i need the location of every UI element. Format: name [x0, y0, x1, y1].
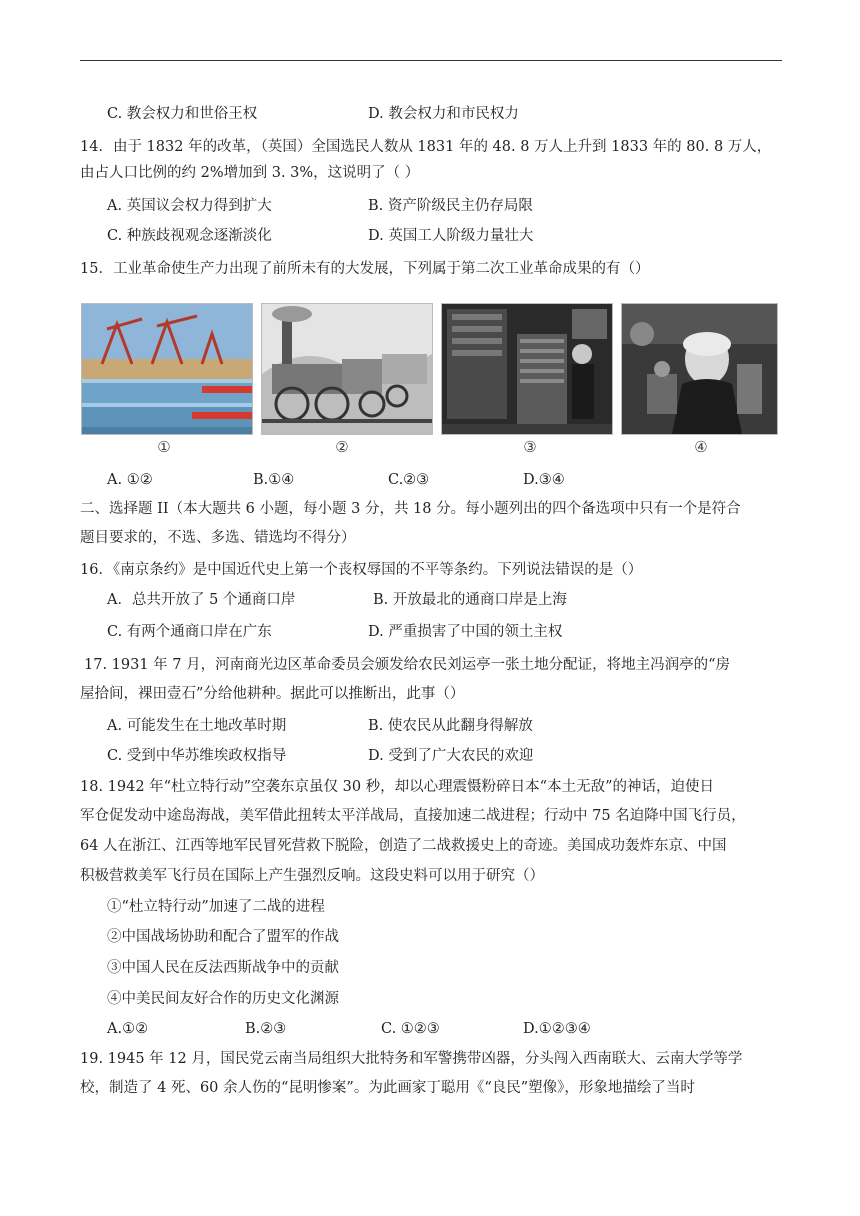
- photo-telephone: [621, 303, 778, 435]
- caption-3: ③: [523, 438, 537, 456]
- q17-stem-line2: 屋拾间，裸田壹石”分给他耕种。据此可以推断出，此事（）: [80, 686, 465, 702]
- q18-item-3: ③中国人民在反法西斯战争中的贡献: [107, 960, 339, 976]
- photo-oil-pipeline: [81, 303, 253, 435]
- q17-stem-line1: 17. 1931 年 7 月，河南商光边区革命委员会颁发给农民刘运亭一张土地分配证，将地主冯润亭的“房: [84, 657, 731, 673]
- q18-stem-line2: 军仓促发动中途岛海战，美军借此扭转太平洋战局，直接加速二战进程；行动中 75 名迫降中国飞行员，: [80, 808, 746, 824]
- q17-option-c: C. 受到中华苏维埃政权指导: [107, 748, 287, 764]
- q16-option-c: C. 有两个通商口岸在广东: [107, 624, 272, 640]
- q18-stem-line1: 18. 1942 年“杜立特行动”空袭东京虽仅 30 秒，却以心理震慑粉碎日本“本土无敌”的神话，迫使日: [80, 779, 714, 795]
- q18-option-d: D.①②③④: [523, 1021, 591, 1037]
- section2-line1: 二、选择题 II（本大题共 6 小题，每小题 3 分，共 18 分。每小题列出的四个备选项中只有一个是符合: [80, 501, 741, 517]
- q18-option-a: A.①②: [107, 1021, 149, 1037]
- q16-option-a: A．总共开放了 5 个通商口岸: [107, 592, 296, 608]
- q14-option-c: C. 种族歧视观念逐渐淡化: [107, 228, 272, 244]
- q17-option-b: B. 使农民从此翻身得解放: [368, 718, 533, 734]
- q17-option-a: A. 可能发生在土地改革时期: [107, 718, 287, 734]
- section2-line2: 题目要求的，不选、多选、错选均不得分）: [80, 530, 356, 546]
- q14-option-b: B. 资产阶级民主仍存局限: [368, 198, 533, 214]
- q14-option-d: D. 英国工人阶级力量壮大: [368, 228, 534, 244]
- q15-option-a: A. ①②: [107, 472, 153, 488]
- q15-option-d: D.③④: [523, 472, 565, 488]
- q16-option-b: B. 开放最北的通商口岸是上海: [373, 592, 567, 608]
- q15-option-b: B.①④: [253, 472, 295, 488]
- q15-option-c: C.②③: [388, 472, 430, 488]
- caption-1: ①: [157, 438, 171, 456]
- q18-option-b: B.②③: [245, 1021, 287, 1037]
- caption-4: ④: [694, 438, 708, 456]
- q19-stem-line2: 校，制造了 4 死、60 余人伤的“昆明惨案”。为此画家丁聪用《“良民”塑像》，形象地描绘了当时: [80, 1080, 695, 1096]
- photo-early-computer: [441, 303, 613, 435]
- header-rule: [80, 60, 782, 61]
- q14-stem-line2: 由占人口比例的约 2%增加到 3. 3%，这说明了（ ）: [80, 165, 420, 181]
- q18-item-2: ②中国战场协助和配合了盟军的作战: [107, 929, 339, 945]
- q18-item-4: ④中美民间友好合作的历史文化渊源: [107, 991, 339, 1007]
- q15-stem: 15．工业革命使生产力出现了前所未有的大发展，下列属于第二次工业革命成果的有（）: [80, 261, 650, 277]
- q13-option-c: C. 教会权力和世俗王权: [107, 106, 258, 122]
- photo-steam-locomotive: [261, 303, 433, 435]
- q18-option-c: C. ①②③: [381, 1021, 440, 1037]
- q14-stem-line1: 14．由于 1832 年的改革，（英国）全国选民人数从 1831 年的 48. 8 万人上升到 1833 年的 80. 8 万人，: [80, 139, 772, 155]
- q18-stem-line4: 积极营救美军飞行员在国际上产生强烈反响。这段史料可以用于研究（）: [80, 868, 544, 884]
- q16-option-d: D. 严重损害了中国的领土主权: [368, 624, 563, 640]
- q13-option-d: D. 教会权力和市民权力: [368, 106, 519, 122]
- q18-stem-line3: 64 人在浙江、江西等地军民冒死营救下脱险，创造了二战救援史上的奇迹。美国成功轰炸东京、中国: [80, 838, 727, 854]
- q18-item-1: ①“杜立特行动”加速了二战的进程: [107, 899, 325, 915]
- q17-option-d: D. 受到了广大农民的欢迎: [368, 748, 534, 764]
- q19-stem-line1: 19. 1945 年 12 月，国民党云南当局组织大批特务和军警携带凶器，分头闯入西南联大、云南大学等学: [80, 1051, 743, 1067]
- caption-2: ②: [335, 438, 349, 456]
- q14-option-a: A. 英国议会权力得到扩大: [107, 198, 272, 214]
- q16-stem: 16．《南京条约》是中国近代史上第一个丧权辱国的不平等条约。下列说法错误的是（）: [80, 562, 643, 578]
